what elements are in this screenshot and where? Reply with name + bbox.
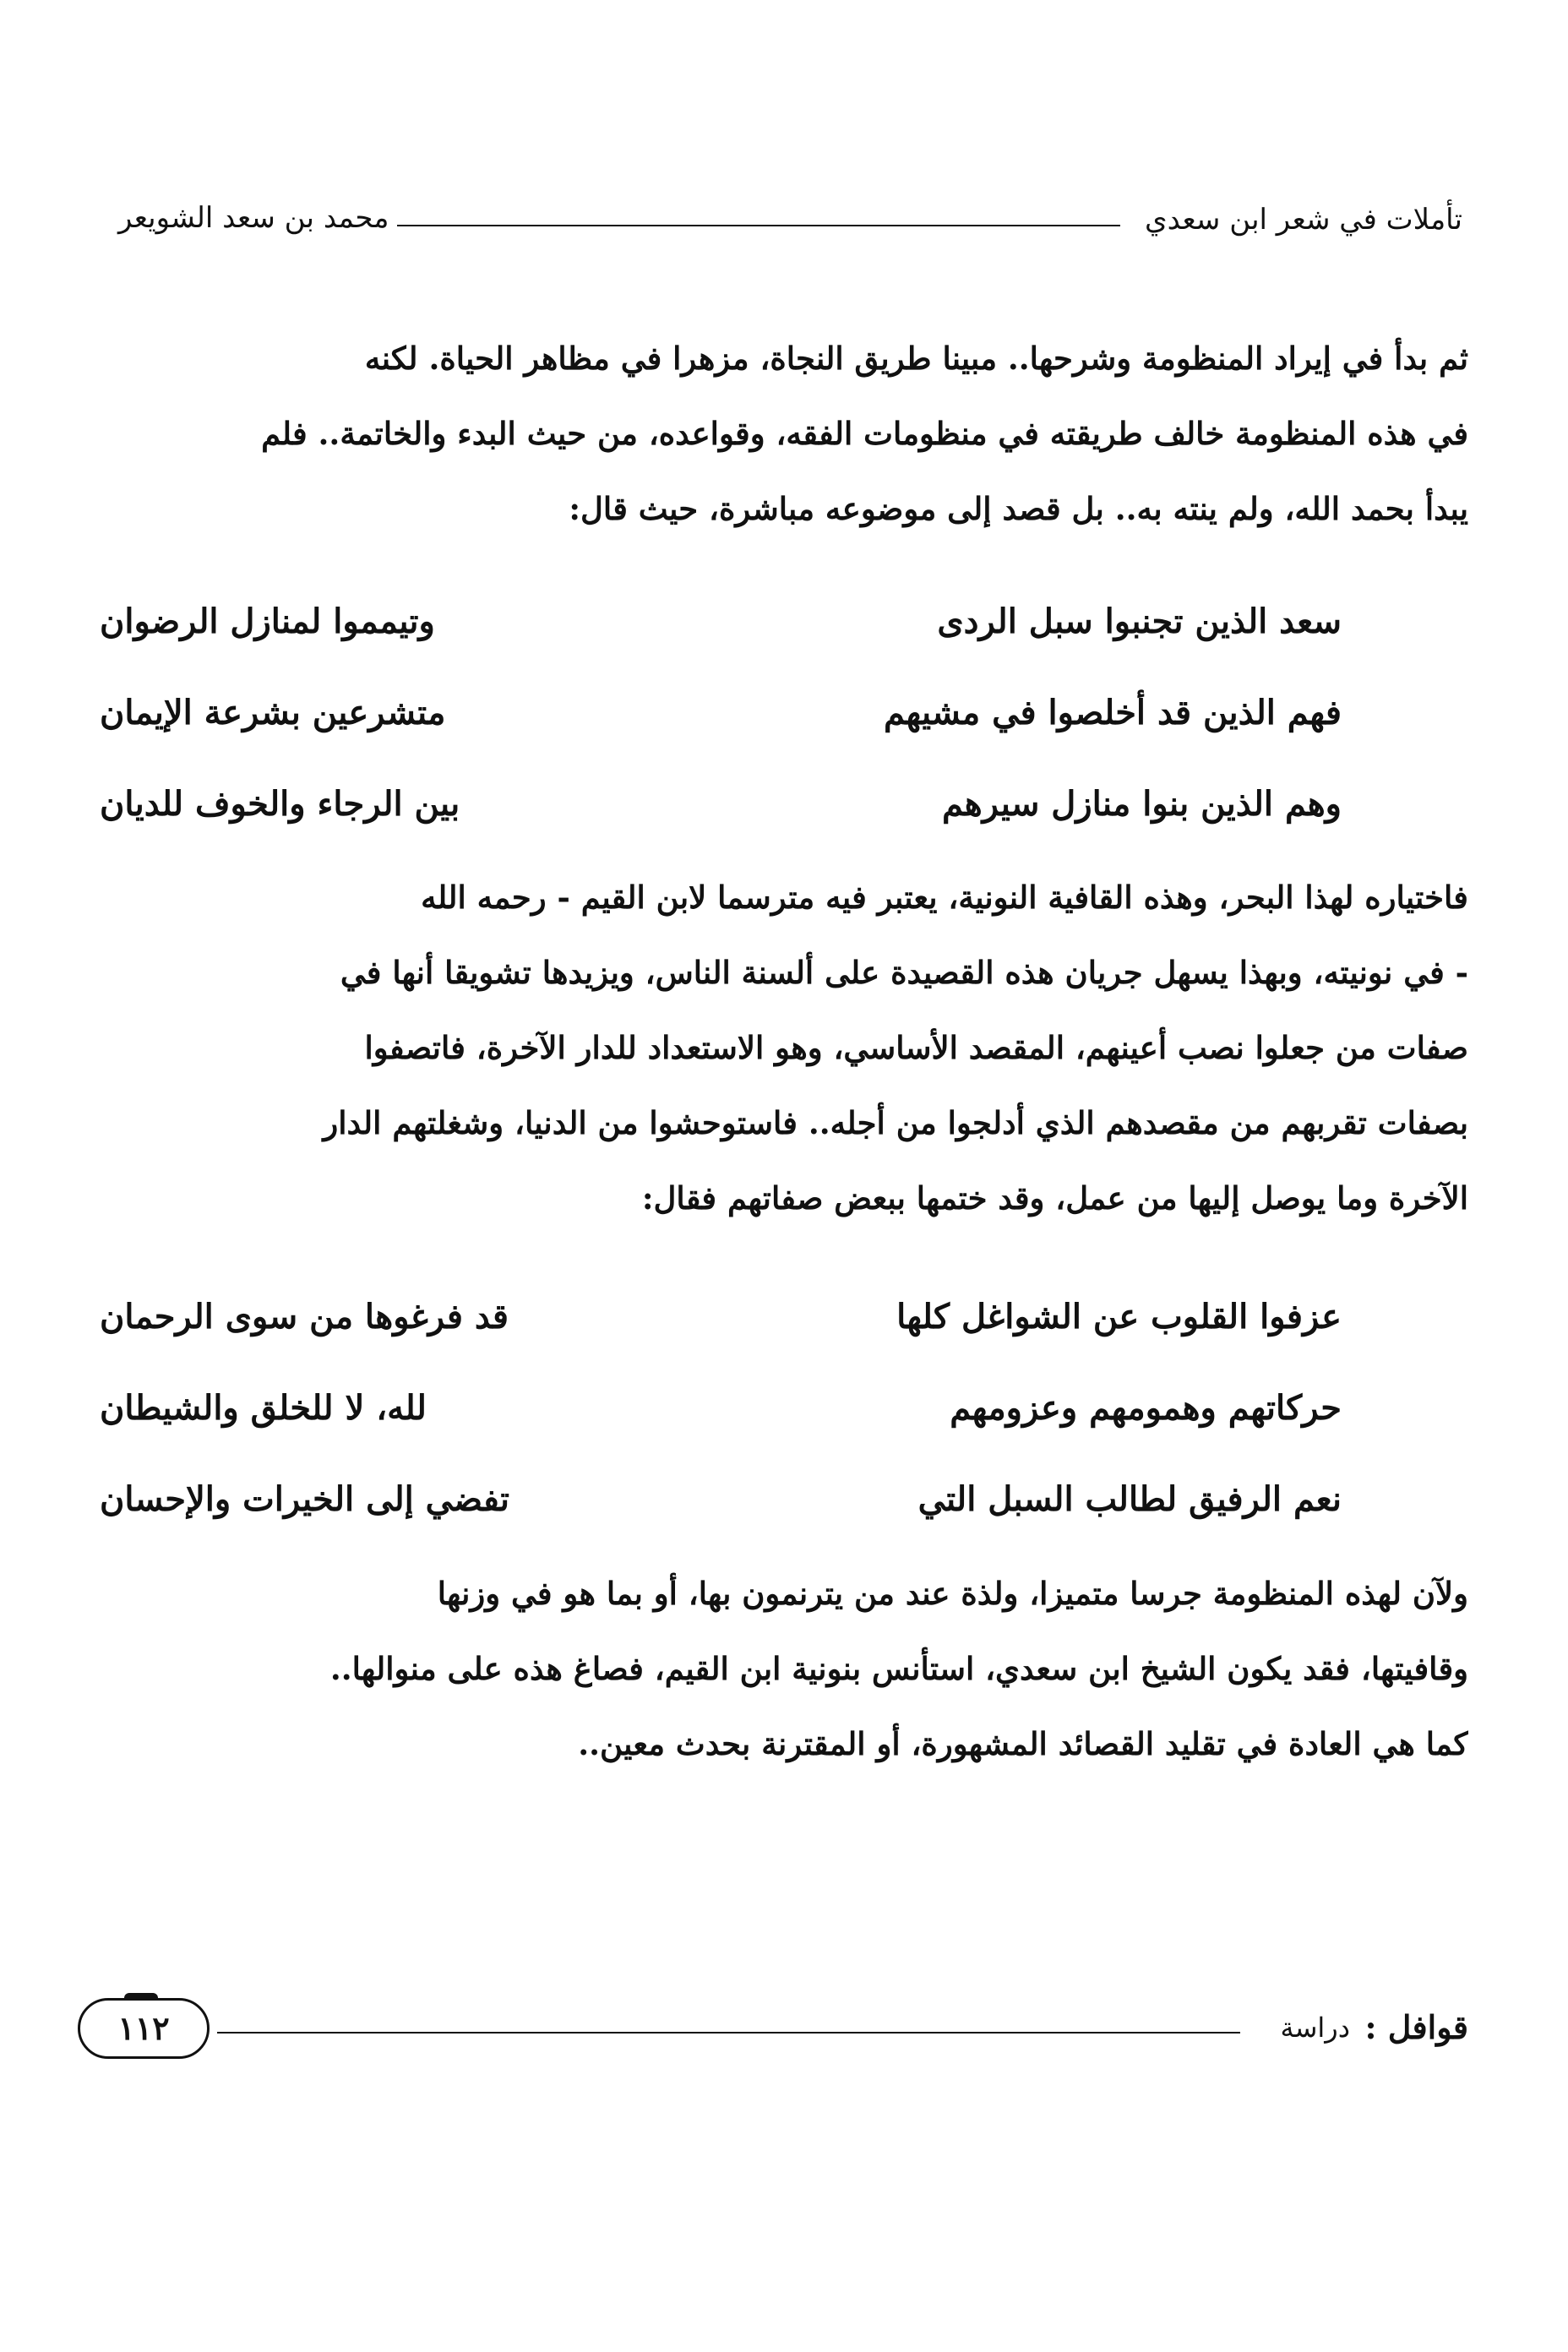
paragraph-line: في هذه المنظومة خالف طريقته في منظومات الفقه، وقواعده، من حيث البدء والخاتمة.. فلم xyxy=(261,415,1468,452)
paragraph-line: يبدأ بحمد الله، ولم ينته به.. بل قصد إلى موضوعه مباشرة، حيث قال: xyxy=(569,490,1468,527)
verse-line xyxy=(100,679,1342,770)
verse-line xyxy=(100,1375,1342,1466)
verse-first-hemistich: حركاتهم وهمومهم وعزومهم xyxy=(950,1388,1342,1428)
verse-second-hemistich: قد فرغوها من سوى الرحمان xyxy=(100,1297,509,1337)
paragraph-line: ولآن لهذه المنظومة جرسا متميزا، ولذة عند من يترنمون بها، أو بما هو في وزنها xyxy=(437,1575,1468,1612)
verse-line xyxy=(100,770,1342,862)
paragraph-line: بصفات تقربهم من مقصدهم الذي أدلجوا من أجله.. فاستوحشوا من الدنيا، وشغلتهم الدار xyxy=(323,1104,1468,1141)
paragraph-line: وقافيتها، فقد يكون الشيخ ابن سعدي، استأنس بنونية ابن القيم، فصاغ هذه على منوالها.. xyxy=(329,1650,1468,1687)
verse-line xyxy=(100,588,1342,679)
paragraph-intro xyxy=(108,321,1468,547)
page-footer xyxy=(78,1998,1468,2066)
paragraph-line: فاختياره لهذا البحر، وهذه القافية النونية، يعتبر فيه مترسما لابن القيم - رحمه الله xyxy=(421,879,1468,916)
paragraph-line: - في نونيته، وبهذا يسهل جريان هذه القصيدة على ألسنة الناس، ويزيدها تشويقا أنها في xyxy=(340,954,1468,991)
verse-block-2 xyxy=(100,1283,1342,1557)
header-rule xyxy=(397,225,1120,226)
verse-block-1 xyxy=(100,588,1342,862)
verse-second-hemistich: وتيمموا لمنازل الرضوان xyxy=(100,602,435,641)
paragraph-line: ثم بدأ في إيراد المنظومة وشرحها.. مبينا طريق النجاة، مزهرا في مظاهر الحياة. لكنه xyxy=(364,340,1468,377)
series-name: قوافل : xyxy=(1364,2008,1468,2046)
paragraph-commentary xyxy=(108,860,1468,1236)
verse-first-hemistich: عزفوا القلوب عن الشواغل كلها xyxy=(896,1297,1342,1337)
publication-type: دراسة xyxy=(1280,2012,1350,2044)
author-name: محمد بن سعد الشويعر xyxy=(118,201,389,235)
verse-first-hemistich: سعد الذين تجنبوا سبل الردى xyxy=(937,602,1342,641)
running-header xyxy=(118,196,1462,247)
paragraph-line: كما هي العادة في تقليد القصائد المشهورة، أو المقترنة بحدث معين.. xyxy=(578,1725,1468,1762)
page-number: ١١٢ xyxy=(78,1998,210,2059)
paragraph-line: صفات من جعلوا نصب أعينهم، المقصد الأساسي، وهو الاستعداد للدار الآخرة، فاتصفوا xyxy=(364,1029,1468,1066)
verse-line xyxy=(100,1466,1342,1557)
verse-second-hemistich: لله، لا للخلق والشيطان xyxy=(100,1388,427,1428)
verse-second-hemistich: متشرعين بشرعة الإيمان xyxy=(100,693,446,732)
footer-rule xyxy=(217,2032,1240,2034)
verse-first-hemistich: وهم الذين بنوا منازل سيرهم xyxy=(941,784,1342,824)
book-title: تأملات في شعر ابن سعدي xyxy=(1145,203,1462,237)
verse-line xyxy=(100,1283,1342,1375)
verse-first-hemistich: نعم الرفيق لطالب السبل التي xyxy=(917,1479,1342,1519)
verse-second-hemistich: بين الرجاء والخوف للديان xyxy=(100,784,460,824)
verse-first-hemistich: فهم الذين قد أخلصوا في مشيهم xyxy=(883,693,1342,732)
paragraph-conclusion xyxy=(108,1556,1468,1782)
paragraph-line: الآخرة وما يوصل إليها من عمل، وقد ختمها ببعض صفاتهم فقال: xyxy=(641,1179,1468,1217)
verse-second-hemistich: تفضي إلى الخيرات والإحسان xyxy=(100,1479,510,1519)
